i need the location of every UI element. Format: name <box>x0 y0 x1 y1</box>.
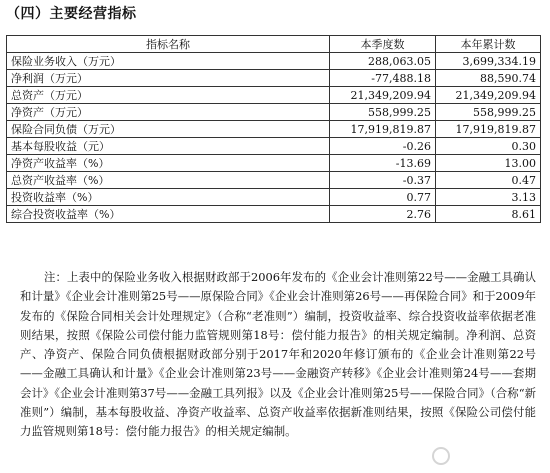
current-quarter-cell: 0.77 <box>330 189 436 206</box>
current-quarter-cell: -0.37 <box>330 172 436 189</box>
table-row <box>7 121 541 138</box>
table-row <box>7 87 541 104</box>
year-to-date-cell: 17,919,819.87 <box>436 121 541 138</box>
indicator-name-cell: 综合投资收益率（%） <box>7 206 330 223</box>
year-to-date-cell: 0.47 <box>436 172 541 189</box>
year-to-date-cell: 3,699,334.19 <box>436 53 541 70</box>
year-to-date-cell: 558,999.25 <box>436 104 541 121</box>
year-to-date-cell: 13.00 <box>436 155 541 172</box>
year-to-date-cell: 0.30 <box>436 138 541 155</box>
metrics-table <box>6 35 541 223</box>
column-header-current-quarter: 本季度数 <box>330 36 436 53</box>
section-heading: （四）主要经营指标 <box>6 6 137 22</box>
current-quarter-cell: 2.76 <box>330 206 436 223</box>
table-row <box>7 138 541 155</box>
current-quarter-cell: 17,919,819.87 <box>330 121 436 138</box>
table-row <box>7 155 541 172</box>
indicator-name-cell: 投资收益率（%） <box>7 189 330 206</box>
table-row <box>7 189 541 206</box>
table-row <box>7 172 541 189</box>
indicator-name-cell: 保险业务收入（万元） <box>7 53 330 70</box>
indicator-name-cell: 净资产（万元） <box>7 104 330 121</box>
current-quarter-cell: -77,488.18 <box>330 70 436 87</box>
table-row <box>7 53 541 70</box>
watermark-icon <box>432 447 450 465</box>
current-quarter-cell: 558,999.25 <box>330 104 436 121</box>
indicator-name-cell: 净利润（万元） <box>7 70 330 87</box>
year-to-date-cell: 3.13 <box>436 189 541 206</box>
table-header-row <box>7 36 541 53</box>
current-quarter-cell: -13.69 <box>330 155 436 172</box>
column-header-year-to-date: 本年累计数 <box>436 36 541 53</box>
footnote: 注：上表中的保险业务收入根据财政部于2006年发布的《企业会计准则第22号——金融工具确认和计量》《企业会计准则第25号——原保险合同》《企业会计准则第26号——再保险合同》和于2009年发布的《保险合同相关会计处理规定》（合称“老准则”）编制，投资收益率、综合投资收益率依据老准则结果，按照《保险公司偿付能力监管规则第18号：偿付能力报告》的相关规定编制。净利润、总资产、净资产、保险合同负债根据财政部分别于2017年和2020年修订颁布的《企业会计准则第22号——金融工具确认和计量》《企业会计准则第23号——金融资产转移》《企业会计准则第24号——套期会计》《企业会计准则第37号——金融工具列报》以及《企业会计准则第25号——保险合同》（合称“新准则”）编制，基本每股收益、净资产收益率、总资产收益率依据新准则结果，按照《保险公司偿付能力监管规则第18号：偿付能力报告》的相关规定编制。 <box>20 270 536 439</box>
year-to-date-cell: 21,349,209.94 <box>436 87 541 104</box>
indicator-name-cell: 基本每股收益（元） <box>7 138 330 155</box>
indicator-name-cell: 净资产收益率（%） <box>7 155 330 172</box>
watermark-logo <box>432 447 532 467</box>
year-to-date-cell: 8.61 <box>436 206 541 223</box>
year-to-date-cell: 88,590.74 <box>436 70 541 87</box>
indicator-name-cell: 保险合同负债（万元） <box>7 121 330 138</box>
current-quarter-cell: 21,349,209.94 <box>330 87 436 104</box>
table-row <box>7 104 541 121</box>
table-row <box>7 206 541 223</box>
current-quarter-cell: 288,063.05 <box>330 53 436 70</box>
indicator-name-cell: 总资产（万元） <box>7 87 330 104</box>
indicator-name-cell: 总资产收益率（%） <box>7 172 330 189</box>
current-quarter-cell: -0.26 <box>330 138 436 155</box>
table-row <box>7 70 541 87</box>
column-header-indicator: 指标名称 <box>7 36 330 53</box>
